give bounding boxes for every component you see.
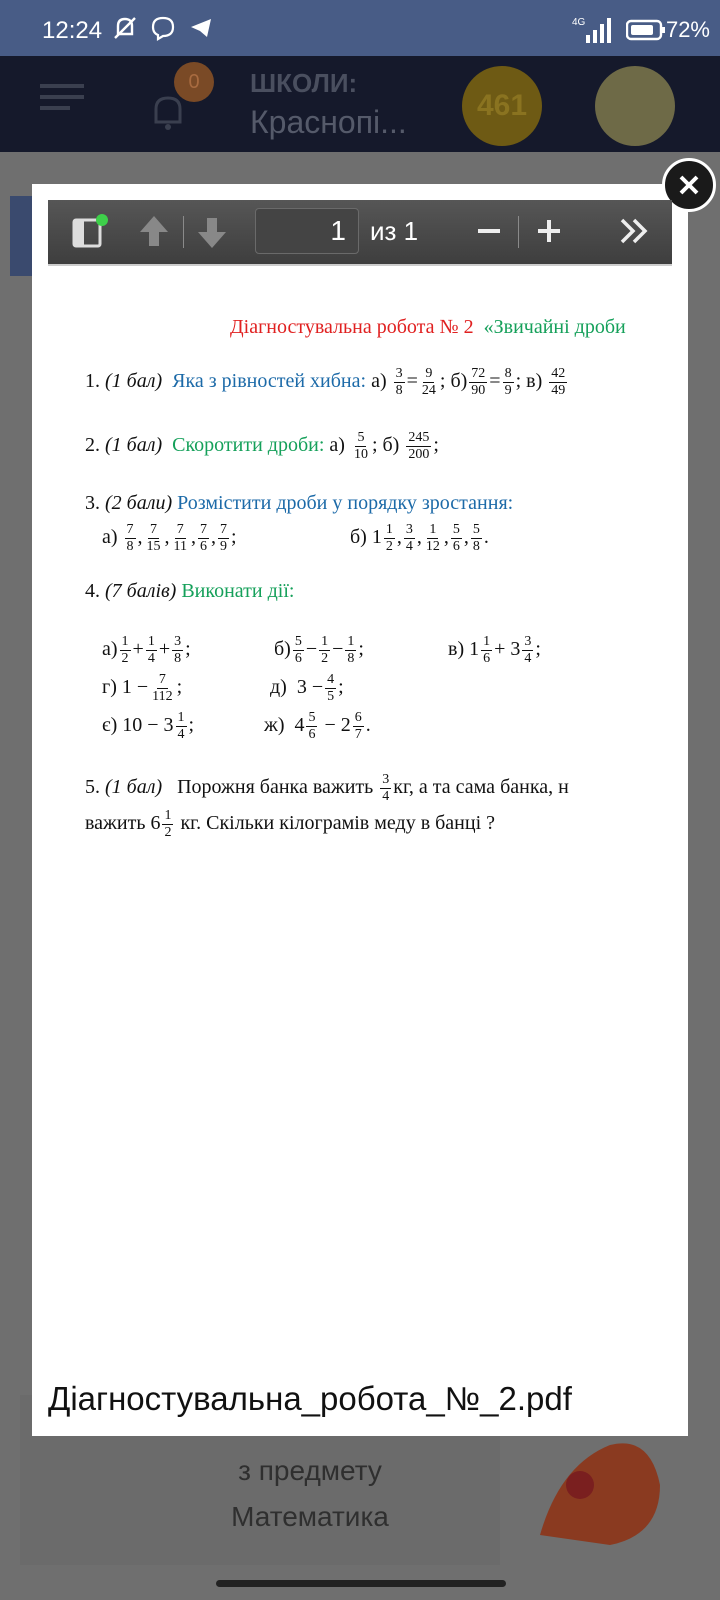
question-5-cont <box>85 808 495 841</box>
q-prompt: Скоротити дроби: <box>172 434 325 457</box>
fraction: $\frac{1}{2}$ <box>121 634 129 666</box>
fraction: $\frac{1}{2}$ <box>385 522 393 554</box>
question-4 <box>85 580 294 603</box>
fraction: $\frac{7}{6}$ <box>200 522 208 554</box>
q-points: (2 бали) <box>105 492 173 514</box>
fraction: $\frac{5}{10}$ <box>353 430 368 462</box>
title-part: Діагностувальна робота № 2 <box>230 316 474 338</box>
fraction: $\frac{4}{5}$ <box>327 672 335 704</box>
fraction: $\frac{3}{4}$ <box>524 634 532 666</box>
fraction: $\frac{3}{4}$ <box>382 772 390 804</box>
q-text: кг. Скільки кілограмів меду в банці ? <box>180 812 496 835</box>
q-prompt: Розмістити дроби у порядку зростання: <box>177 492 514 514</box>
question-2: 2. (1 бал) Скоротити дроби: а) $\frac{5}{10}$ ; б) $\frac{245}{200}$ ; <box>85 430 439 462</box>
notification-badge: 0 <box>174 62 214 102</box>
arrow-down-icon <box>194 212 230 252</box>
q-num: 3. <box>85 492 100 514</box>
question-3-a: а) $\frac{7}{8}$ , $\frac{7}{15}$ , $\frac{7}{11}$ , $\frac{7}{6}$ , $\frac{7}{9}$ ; <box>102 522 237 554</box>
mute-bell-icon <box>112 15 138 41</box>
menu-icon[interactable] <box>40 82 84 112</box>
pdf-viewer[interactable] <box>48 200 672 1360</box>
previous-page-button[interactable] <box>136 212 172 257</box>
page-count: из 1 <box>370 216 419 246</box>
fraction: $\frac{1}{2}$ <box>164 808 172 840</box>
task-zh: ж) 4 $\frac{5}{6}$ − 2 $\frac{6}{7}$ . <box>264 710 371 742</box>
question-3 <box>85 492 513 515</box>
page-number-input[interactable]: 1 <box>255 208 359 254</box>
question-5 <box>85 772 569 805</box>
fraction: $\frac{5}{6}$ <box>308 710 316 742</box>
telegram-icon <box>188 15 214 41</box>
fraction: $\frac{1}{4}$ <box>147 634 155 666</box>
fraction: $\frac{8}{9}$ <box>504 366 512 398</box>
opt-label: б) <box>450 370 468 393</box>
fraction: $\frac{1}{12}$ <box>425 522 440 554</box>
subject-name: Математика <box>231 1501 389 1532</box>
next-page-button[interactable] <box>194 212 230 257</box>
status-time: 12:24 <box>42 17 103 44</box>
q-points: (1 бал) <box>105 434 163 457</box>
question-3-b: б) 1 $\frac{1}{2}$ , $\frac{3}{4}$ , $\frac{1}{12}$ , $\frac{5}{6}$ , $\frac{5}{8}$ . <box>350 522 489 554</box>
q-num: 5. <box>85 776 100 799</box>
fraction: $\frac{3}{4}$ <box>405 522 413 554</box>
school-name: Краснопі... <box>250 104 407 140</box>
sidebar-toggle-button[interactable] <box>72 214 112 255</box>
svg-text:4G: 4G <box>572 17 586 28</box>
status-icons <box>112 15 214 41</box>
minus-icon <box>476 216 502 246</box>
fraction: $\frac{7}{112}$ <box>152 672 173 704</box>
fraction: $\frac{245}{200}$ <box>408 430 430 462</box>
task-b: б) $\frac{5}{6}$ − $\frac{1}{2}$ − $\frac{1}{8}$ ; <box>274 634 364 666</box>
opt-label: б) <box>350 526 367 549</box>
fraction: $\frac{7}{8}$ <box>126 522 134 554</box>
task-d: д) 3 − $\frac{4}{5}$ ; <box>270 672 344 704</box>
status-bar <box>0 0 720 56</box>
q-text: Порожня банка важить <box>177 776 374 799</box>
sidebar-icon <box>72 214 112 250</box>
q-points: (1 бал) <box>105 776 163 799</box>
q-text: важить 6 <box>85 812 161 835</box>
plus-icon <box>536 216 562 246</box>
close-icon <box>665 161 713 209</box>
avatar[interactable] <box>595 66 675 146</box>
whole-number: 1 <box>371 526 382 549</box>
fraction: $\frac{42}{49}$ <box>551 366 566 398</box>
opt-label: а) <box>371 370 387 393</box>
q-num: 4. <box>85 580 100 602</box>
fraction: $\frac{1}{8}$ <box>347 634 355 666</box>
task-ye: є) 10 − 3 $\frac{1}{4}$ ; <box>102 710 195 742</box>
q-num: 2. <box>85 434 100 457</box>
title-part-green: «Звичайні дроби <box>483 316 626 338</box>
fraction: $\frac{9}{24}$ <box>421 366 436 398</box>
fraction: $\frac{3}{8}$ <box>395 366 403 398</box>
q-points: (7 балів) <box>105 580 177 602</box>
toolbar-separator <box>183 216 184 248</box>
pdf-toolbar <box>48 200 672 266</box>
task-g: г) 1 − $\frac{7}{112}$ ; <box>102 672 183 704</box>
more-tools-button[interactable] <box>618 216 650 251</box>
fraction: $\frac{7}{15}$ <box>146 522 161 554</box>
task-a: а) $\frac{1}{2}$ + $\frac{1}{4}$ + $\frac{3}{8}$ ; <box>102 634 191 666</box>
task-v: в) 1 $\frac{1}{6}$ + 3 $\frac{3}{4}$ ; <box>448 634 541 666</box>
q-num: 1. <box>85 370 100 393</box>
q-prompt: Виконати дії: <box>181 580 295 602</box>
q-points: (1 бал) <box>105 370 163 393</box>
zoom-out-button[interactable] <box>476 216 502 251</box>
school-label: ШКОЛИ: <box>250 68 358 98</box>
opt-label: а) <box>329 434 345 457</box>
subject-text <box>100 1448 520 1540</box>
fraction: $\frac{5}{6}$ <box>294 634 302 666</box>
viber-icon <box>150 15 176 41</box>
file-name: Діагностувальна_робота_№_2.pdf <box>48 1380 572 1417</box>
arrow-up-icon <box>136 212 172 252</box>
opt-label: б) <box>382 434 400 457</box>
subject-prefix: з предмету <box>238 1455 382 1486</box>
fraction: $\frac{1}{4}$ <box>177 710 185 742</box>
q-prompt: Яка з рівностей хибна: <box>172 370 367 393</box>
fraction: $\frac{1}{2}$ <box>321 634 329 666</box>
double-chevron-right-icon <box>618 216 650 246</box>
battery-icon <box>626 18 666 42</box>
fraction: $\frac{6}{7}$ <box>354 710 362 742</box>
home-indicator[interactable] <box>216 1580 506 1587</box>
signal-icon <box>568 15 614 45</box>
points-badge[interactable]: 461 <box>462 66 542 146</box>
bell-icon[interactable] <box>150 92 186 132</box>
q-text: кг, а та сама банка, н <box>393 776 569 799</box>
fraction: $\frac{7}{9}$ <box>220 522 228 554</box>
zoom-in-button[interactable] <box>536 216 562 251</box>
opt-label: в) <box>526 370 543 393</box>
status-right <box>568 15 666 45</box>
fraction: $\frac{72}{90}$ <box>471 366 486 398</box>
fraction: $\frac{5}{8}$ <box>472 522 480 554</box>
toolbar-separator <box>518 216 519 248</box>
fraction: $\frac{5}{6}$ <box>452 522 460 554</box>
fraction: $\frac{3}{8}$ <box>174 634 182 666</box>
fraction: $\frac{7}{11}$ <box>173 522 188 554</box>
fraction: $\frac{1}{6}$ <box>483 634 491 666</box>
document-title <box>230 316 626 339</box>
battery-percent: 72% <box>665 17 710 42</box>
opt-label: а) <box>102 526 118 549</box>
question-1: 1. (1 бал) Яка з рівностей хибна: а) $\frac{3}{8}$ = $\frac{9}{24}$ ; б) $\frac{72}{90}$ = $\frac{8}{9}$ ; в) $\frac{42}{49}$ <box>85 366 566 398</box>
